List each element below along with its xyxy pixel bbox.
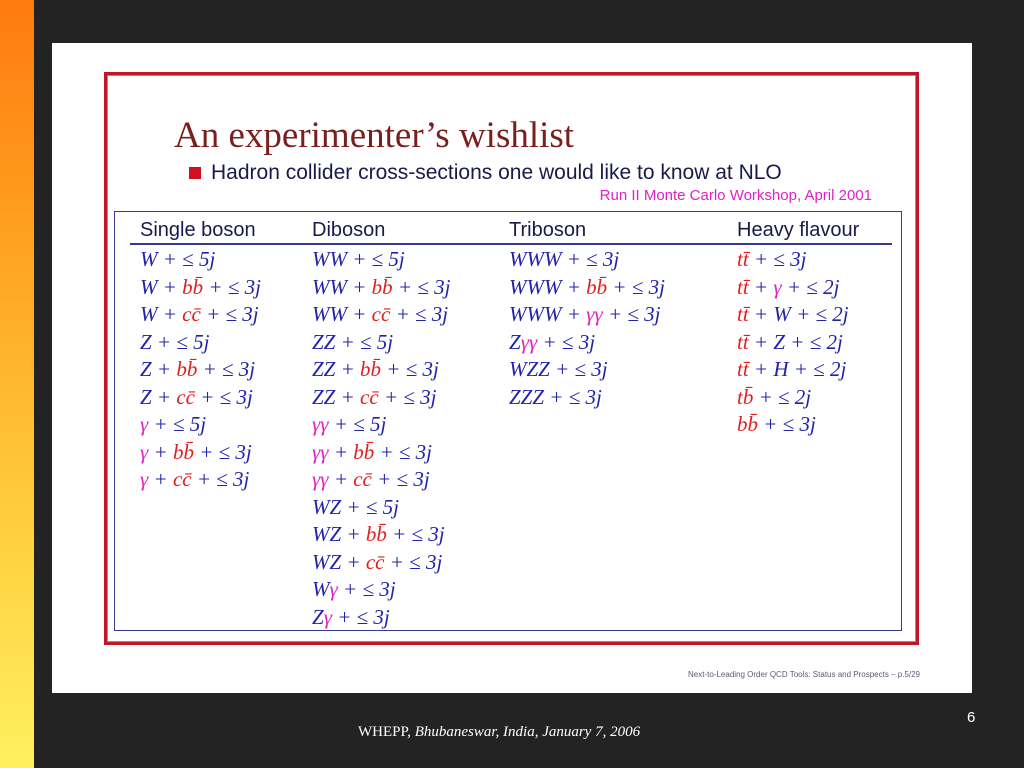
bullet-text: Hadron collider cross-sections one would like to know at NLO <box>211 161 782 184</box>
column-header: Diboson <box>312 219 386 241</box>
process-item: tt̄ + ≤ 3j <box>737 247 807 271</box>
page-number: 6 <box>967 709 976 726</box>
process-item: ZZ + cc̄ + ≤ 3j <box>312 384 437 409</box>
slide-image <box>52 43 972 693</box>
process-list <box>509 246 665 411</box>
process-item: WWW + bb̄ + ≤ 3j <box>509 274 665 299</box>
process-item: Zγ + ≤ 3j <box>312 604 390 629</box>
process-item: γ + bb̄ + ≤ 3j <box>140 439 252 464</box>
source-note: Run II Monte Carlo Workshop, April 2001 <box>599 187 872 204</box>
column-header: Single boson <box>140 219 256 241</box>
process-list <box>737 246 859 439</box>
process-item: tt̄ + γ + ≤ 2j <box>737 274 840 299</box>
process-item: W + ≤ 5j <box>140 247 216 271</box>
process-item: Z + cc̄ + ≤ 3j <box>140 384 253 409</box>
column-diboson <box>312 216 450 631</box>
process-item: γγ + bb̄ + ≤ 3j <box>312 439 433 464</box>
column-heavy-flavour <box>737 216 859 439</box>
process-item: Z + bb̄ + ≤ 3j <box>140 357 256 381</box>
process-item: WZ + cc̄ + ≤ 3j <box>312 549 443 574</box>
process-list <box>312 246 450 631</box>
process-item: ZZ + ≤ 5j <box>312 329 394 354</box>
slide-footer-note: Next-to-Leading Order QCD Tools: Status and Prospects – p.5/29 <box>688 670 920 679</box>
process-item: ZZZ + ≤ 3j <box>509 384 602 409</box>
column-header: Triboson <box>509 219 587 241</box>
process-item: tb̄ + ≤ 2j <box>737 384 812 409</box>
process-item: ZZ + bb̄ + ≤ 3j <box>312 357 439 381</box>
process-item: γγ + ≤ 5j <box>312 412 387 436</box>
process-item: WZ + bb̄ + ≤ 3j <box>312 522 445 546</box>
process-item: WZ + ≤ 5j <box>312 494 399 519</box>
process-item: WWW + γγ + ≤ 3j <box>509 302 661 326</box>
column-triboson <box>509 216 665 411</box>
slide-title: An experimenter’s wishlist <box>174 115 575 156</box>
process-list <box>140 246 261 494</box>
process-item: Z + ≤ 5j <box>140 329 210 354</box>
process-item: WW + ≤ 5j <box>312 247 405 271</box>
process-item: W + cc̄ + ≤ 3j <box>140 302 259 326</box>
process-item: WW + cc̄ + ≤ 3j <box>312 302 449 326</box>
process-item: bb̄ + ≤ 3j <box>737 412 816 436</box>
process-item: WZZ + ≤ 3j <box>509 357 608 381</box>
process-item: tt̄ + W + ≤ 2j <box>737 302 849 326</box>
process-item: Wγ + ≤ 3j <box>312 577 396 601</box>
process-item: tt̄ + H + ≤ 2j <box>737 357 847 381</box>
footer-caption <box>358 724 640 741</box>
side-accent-bar <box>0 0 34 768</box>
process-item: γ + ≤ 5j <box>140 412 207 436</box>
process-item: W + bb̄ + ≤ 3j <box>140 274 261 299</box>
column-single-boson <box>140 216 261 494</box>
bullet-square-icon <box>189 167 201 179</box>
footer-location: Bhubaneswar, India, January 7, 2006 <box>414 724 641 740</box>
process-item: WW + bb̄ + ≤ 3j <box>312 274 451 299</box>
process-item: WWW + ≤ 3j <box>509 247 620 271</box>
process-item: γγ + cc̄ + ≤ 3j <box>312 467 430 491</box>
process-item: γ + cc̄ + ≤ 3j <box>140 467 250 491</box>
column-header: Heavy flavour <box>737 219 860 241</box>
process-item: Zγγ + ≤ 3j <box>509 329 596 354</box>
process-item: tt̄ + Z + ≤ 2j <box>737 329 843 354</box>
footer-event: WHEPP, <box>358 724 411 740</box>
